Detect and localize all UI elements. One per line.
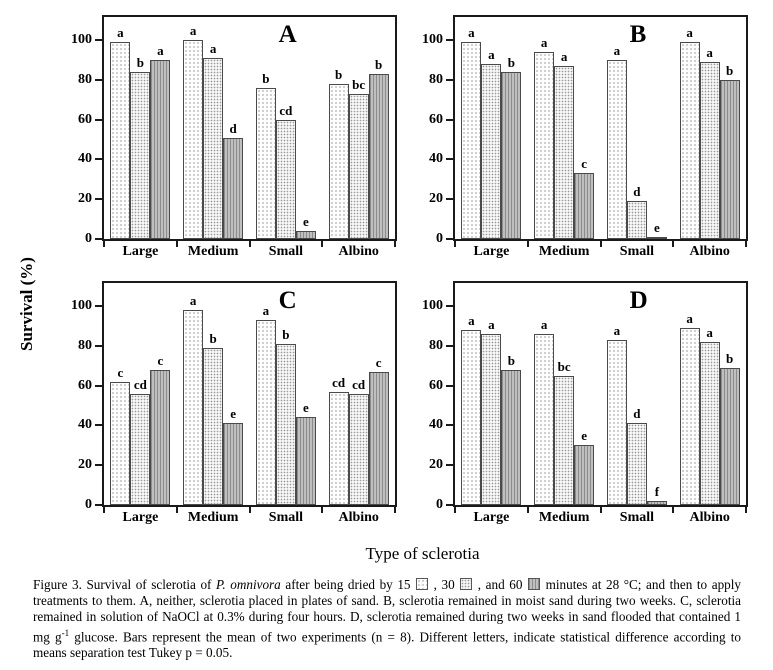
significance-letter: b bbox=[282, 326, 290, 342]
bar-B-Medium-30min bbox=[554, 66, 574, 239]
bar-A-Medium-30min bbox=[203, 58, 223, 239]
y-tick-mark bbox=[95, 504, 102, 506]
bar-C-Albino-30min bbox=[349, 394, 369, 505]
category-label: Large bbox=[122, 510, 159, 525]
panel-letter: C bbox=[278, 287, 297, 314]
y-tick-label: 20 bbox=[429, 457, 443, 473]
bar-C-Large-15min bbox=[110, 382, 130, 505]
y-tick-label: 60 bbox=[78, 111, 92, 127]
y-tick-mark bbox=[446, 385, 453, 387]
plot-area-D bbox=[422, 281, 748, 525]
bar-A-Albino-60min bbox=[369, 74, 389, 239]
significance-letter: e bbox=[303, 214, 309, 229]
y-tick-mark bbox=[446, 119, 453, 121]
y-tick-label: 40 bbox=[429, 417, 443, 433]
category-label: Albino bbox=[338, 244, 379, 259]
bar-A-Albino-15min bbox=[329, 84, 349, 239]
bar-D-Medium-30min bbox=[554, 376, 574, 505]
significance-letter: cd bbox=[332, 374, 346, 390]
bar-C-Small-30min bbox=[276, 344, 296, 505]
bar-A-Small-30min bbox=[276, 120, 296, 239]
y-tick-label: 80 bbox=[429, 71, 443, 87]
bar-A-Medium-15min bbox=[183, 40, 203, 239]
significance-letter: c bbox=[375, 354, 382, 370]
significance-letter: c bbox=[581, 156, 587, 172]
category-label: Albino bbox=[689, 244, 730, 259]
category-label: Small bbox=[619, 244, 655, 259]
significance-letter: e bbox=[654, 220, 660, 235]
y-tick-label: 60 bbox=[429, 377, 443, 393]
y-tick-mark bbox=[446, 198, 453, 200]
y-tick-label: 80 bbox=[78, 337, 92, 353]
bar-D-Albino-15min bbox=[680, 328, 700, 505]
bar-B-Medium-15min bbox=[534, 52, 554, 239]
bar-D-Small-30min bbox=[627, 423, 647, 505]
y-tick-mark bbox=[446, 464, 453, 466]
significance-letter: a bbox=[117, 25, 124, 40]
y-tick-mark bbox=[446, 305, 453, 307]
significance-letter: cd bbox=[279, 102, 293, 118]
y-tick-mark bbox=[95, 385, 102, 387]
bar-D-Medium-15min bbox=[534, 334, 554, 505]
significance-letter: a bbox=[189, 23, 197, 38]
y-tick-label: 0 bbox=[436, 497, 443, 512]
y-tick-label: 0 bbox=[85, 497, 92, 512]
significance-letter: e bbox=[230, 406, 236, 422]
bar-C-Small-15min bbox=[256, 320, 276, 505]
y-tick-label: 0 bbox=[436, 231, 443, 246]
bar-C-Medium-15min bbox=[183, 310, 203, 505]
bar-C-Albino-15min bbox=[329, 392, 349, 505]
panel-letter: A bbox=[278, 21, 297, 48]
y-tick-label: 40 bbox=[78, 417, 92, 433]
y-tick-label: 80 bbox=[78, 71, 92, 87]
bar-A-Large-60min bbox=[150, 60, 170, 239]
y-tick-label: 40 bbox=[78, 151, 92, 167]
significance-letter: a bbox=[488, 316, 495, 332]
bar-B-Large-60min bbox=[501, 72, 521, 239]
bar-D-Medium-60min bbox=[574, 445, 594, 505]
category-label: Small bbox=[619, 510, 655, 525]
bar-C-Small-60min bbox=[296, 417, 316, 505]
y-tick-mark bbox=[446, 158, 453, 160]
legend-swatch-60min bbox=[528, 578, 540, 590]
y-tick-label: 80 bbox=[429, 337, 443, 353]
bar-C-Large-30min bbox=[130, 394, 150, 505]
bar-B-Albino-60min bbox=[720, 80, 740, 239]
y-tick-label: 20 bbox=[429, 191, 443, 207]
y-tick-mark bbox=[446, 238, 453, 240]
significance-letter: d bbox=[633, 184, 641, 200]
plot-area-C bbox=[71, 281, 397, 525]
bar-A-Large-15min bbox=[110, 42, 130, 239]
bar-B-Large-15min bbox=[461, 42, 481, 239]
y-axis-label: Survival (%) bbox=[17, 257, 36, 351]
y-tick-label: 60 bbox=[429, 111, 443, 127]
bar-C-Medium-60min bbox=[223, 423, 243, 505]
category-label: Albino bbox=[689, 510, 730, 525]
significance-letter: a bbox=[189, 293, 197, 308]
y-tick-mark bbox=[446, 424, 453, 426]
y-tick-mark bbox=[95, 158, 102, 160]
panel-letter: D bbox=[629, 287, 648, 314]
bar-B-Small-30min bbox=[627, 201, 647, 239]
significance-letter: b bbox=[725, 62, 734, 78]
significance-letter: c bbox=[117, 364, 124, 380]
significance-letter: b bbox=[209, 330, 217, 346]
y-tick-label: 60 bbox=[78, 377, 92, 393]
bar-C-Medium-30min bbox=[203, 348, 223, 505]
panel-A bbox=[71, 15, 397, 259]
significance-letter: b bbox=[725, 350, 734, 366]
bar-A-Medium-60min bbox=[223, 138, 243, 240]
significance-letter: a bbox=[209, 40, 217, 56]
y-tick-mark bbox=[446, 345, 453, 347]
category-label: Medium bbox=[187, 244, 239, 259]
y-tick-label: 20 bbox=[78, 191, 92, 207]
significance-letter: a bbox=[488, 46, 495, 62]
significance-letter: d bbox=[229, 120, 237, 136]
significance-letter: f bbox=[654, 484, 660, 499]
significance-letter: c bbox=[157, 352, 164, 368]
bar-B-Small-15min bbox=[607, 60, 627, 239]
significance-letter: b bbox=[507, 352, 516, 368]
significance-letter: b bbox=[507, 54, 516, 70]
y-tick-mark bbox=[95, 79, 102, 81]
bar-C-Albino-60min bbox=[369, 372, 389, 505]
bar-D-Large-30min bbox=[481, 334, 501, 505]
significance-letter: a bbox=[468, 25, 475, 40]
y-tick-mark bbox=[446, 39, 453, 41]
significance-letter: a bbox=[613, 322, 621, 338]
significance-letter: a bbox=[706, 44, 713, 60]
significance-letter: bc bbox=[557, 358, 571, 374]
significance-letter: bc bbox=[352, 76, 366, 92]
significance-letter: a bbox=[540, 34, 548, 50]
bar-A-Small-60min bbox=[296, 231, 316, 239]
significance-letter: a bbox=[262, 302, 270, 318]
bar-D-Albino-30min bbox=[700, 342, 720, 505]
bar-B-Small-60min bbox=[647, 237, 667, 239]
y-tick-label: 40 bbox=[429, 151, 443, 167]
panel-D bbox=[422, 281, 748, 525]
bar-B-Medium-60min bbox=[574, 173, 594, 239]
significance-letter: a bbox=[560, 48, 568, 64]
y-tick-mark bbox=[95, 464, 102, 466]
legend-swatch-15min bbox=[416, 578, 428, 590]
bar-D-Small-15min bbox=[607, 340, 627, 505]
significance-letter: e bbox=[581, 428, 587, 444]
category-label: Large bbox=[473, 510, 510, 525]
bar-A-Large-30min bbox=[130, 72, 150, 239]
y-tick-label: 100 bbox=[71, 32, 92, 47]
bar-B-Albino-30min bbox=[700, 62, 720, 239]
category-label: Small bbox=[268, 510, 304, 525]
y-tick-label: 100 bbox=[422, 298, 443, 313]
superscript: -1 bbox=[61, 628, 70, 638]
y-tick-mark bbox=[446, 504, 453, 506]
significance-letter: a bbox=[706, 324, 713, 340]
significance-letter: a bbox=[686, 25, 693, 40]
bar-A-Small-15min bbox=[256, 88, 276, 239]
significance-letter: a bbox=[468, 312, 475, 328]
x-axis-label: Type of sclerotia bbox=[365, 544, 480, 563]
y-tick-label: 100 bbox=[71, 298, 92, 313]
bar-D-Albino-60min bbox=[720, 368, 740, 505]
significance-letter: b bbox=[262, 70, 270, 86]
category-label: Albino bbox=[338, 510, 379, 525]
significance-letter: a bbox=[686, 310, 693, 326]
category-label: Large bbox=[122, 244, 159, 259]
y-tick-mark bbox=[446, 79, 453, 81]
significance-letter: a bbox=[157, 42, 164, 58]
y-tick-mark bbox=[95, 198, 102, 200]
y-tick-label: 20 bbox=[78, 457, 92, 473]
species-name: P. omnivora bbox=[216, 577, 281, 592]
significance-letter: cd bbox=[352, 376, 366, 392]
y-tick-label: 100 bbox=[422, 32, 443, 47]
significance-letter: b bbox=[374, 56, 383, 72]
bar-D-Small-60min bbox=[647, 501, 667, 505]
bar-D-Large-60min bbox=[501, 370, 521, 505]
category-label: Small bbox=[268, 244, 304, 259]
plot-area-A bbox=[71, 15, 397, 259]
significance-letter: b bbox=[136, 54, 145, 70]
bar-C-Large-60min bbox=[150, 370, 170, 505]
significance-letter: a bbox=[540, 316, 548, 332]
significance-letter: d bbox=[633, 406, 641, 422]
panel-C bbox=[71, 281, 397, 525]
bar-D-Large-15min bbox=[461, 330, 481, 505]
y-tick-mark bbox=[95, 305, 102, 307]
bar-A-Albino-30min bbox=[349, 94, 369, 239]
y-tick-mark bbox=[95, 345, 102, 347]
significance-letter: e bbox=[303, 400, 309, 416]
bar-B-Large-30min bbox=[481, 64, 501, 239]
y-tick-mark bbox=[95, 119, 102, 121]
plot-area-B bbox=[422, 15, 748, 259]
panel-B bbox=[422, 15, 748, 259]
category-label: Medium bbox=[538, 510, 590, 525]
category-label: Large bbox=[473, 244, 510, 259]
significance-letter: cd bbox=[133, 376, 147, 392]
y-tick-mark bbox=[95, 238, 102, 240]
significance-letter: a bbox=[613, 42, 621, 58]
panel-letter: B bbox=[629, 21, 647, 48]
figure-caption: Figure 3. Survival of sclerotia of P. omnivora after being dried by 15 , 30 , and 60 minutes at 28 °C; and then to apply treatments to them. A, neither, sclerotia placed in plates of sand. B, sclerotia remained in moist sand during two weeks. C, sclerotia remained in solution of NaOCl at 0.3% during four hours. D, sclerotia remained during two weeks in sand flooded that contained 1 mg $g^{-1}$ glucose. Bars represent the mean of two experiments (n = 8). Different letters, indicate statistical difference according to means separation test Tukey p = 0.05. bbox=[33, 577, 742, 661]
y-tick-mark bbox=[95, 424, 102, 426]
category-label: Medium bbox=[538, 244, 590, 259]
bar-B-Albino-15min bbox=[680, 42, 700, 239]
y-tick-label: 0 bbox=[85, 231, 92, 246]
y-tick-mark bbox=[95, 39, 102, 41]
significance-letter: b bbox=[334, 66, 343, 82]
category-label: Medium bbox=[187, 510, 239, 525]
legend-swatch-30min bbox=[460, 578, 472, 590]
